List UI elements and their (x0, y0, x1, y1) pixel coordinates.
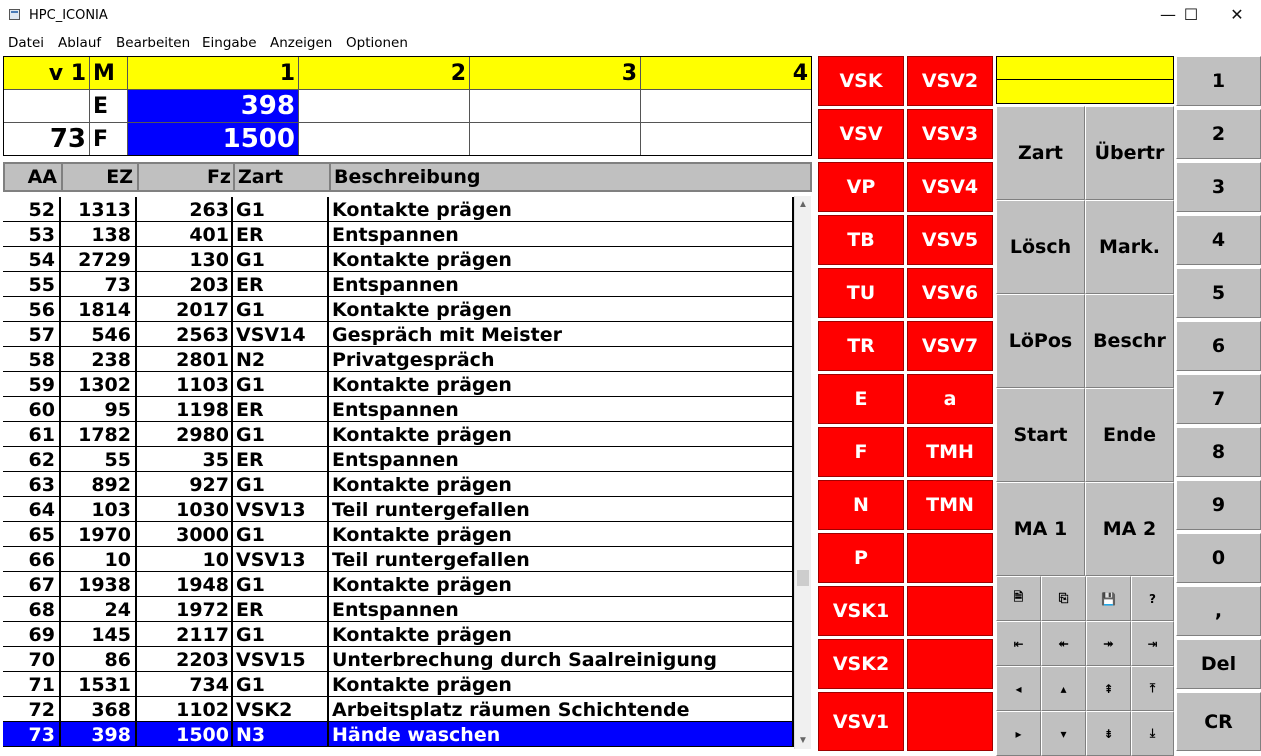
row-fz: 927 (137, 472, 233, 497)
table-row[interactable] (3, 647, 794, 672)
row-fz: 1198 (137, 397, 233, 422)
button-tb[interactable]: TB (818, 215, 904, 265)
row-zart: ER (233, 222, 329, 247)
keypad-9-button[interactable]: 9 (1176, 480, 1261, 530)
activity-list[interactable] (3, 196, 794, 749)
row-fz: 203 (137, 272, 233, 297)
right-icon: ▸ (1015, 726, 1022, 741)
table-row[interactable] (3, 272, 794, 297)
blank-red-button-10[interactable] (907, 586, 993, 636)
row-beschreibung: Kontakte prägen (329, 372, 794, 397)
button-vsv6[interactable]: VSV6 (907, 268, 993, 318)
row-aa: 62 (3, 447, 61, 472)
fast-back-icon: ⯬ (1058, 636, 1069, 650)
row-aa: 55 (3, 272, 61, 297)
e-cell-3[interactable] (470, 90, 641, 123)
menu-anzeigen[interactable]: Anzeigen (270, 35, 333, 51)
help-icon: ? (1149, 591, 1156, 606)
row-beschreibung: Gespräch mit Meister (329, 322, 794, 347)
row-ez: 10 (61, 547, 137, 572)
keypad-3-button[interactable]: 3 (1176, 162, 1261, 212)
button-zart[interactable]: Zart (996, 106, 1085, 200)
new-document-icon: 🗎 (1013, 590, 1024, 604)
list-scrollbar[interactable] (794, 196, 811, 749)
row-zart: VSV14 (233, 322, 329, 347)
scroll-up-icon[interactable]: ▲ (798, 199, 808, 210)
row-aa: 68 (3, 597, 61, 622)
row-aa: 60 (3, 397, 61, 422)
menu-bearbeiten[interactable]: Bearbeiten (116, 35, 191, 51)
keypad-cr-button[interactable]: CR (1176, 692, 1261, 751)
row-ez: 398 (61, 722, 137, 747)
row-fz: 130 (137, 247, 233, 272)
keypad-8-button[interactable]: 8 (1176, 427, 1261, 477)
down-icon: ▾ (1060, 726, 1067, 741)
row-fz: 10 (137, 547, 233, 572)
row-zart: G1 (233, 422, 329, 447)
first-button[interactable] (996, 621, 1041, 666)
button-p[interactable]: P (818, 533, 904, 583)
up-button[interactable] (1041, 666, 1086, 711)
top-icon: ⤒ (1149, 681, 1156, 695)
menu-optionen[interactable]: Optionen (346, 35, 408, 51)
keypad-4-button[interactable]: 4 (1176, 215, 1261, 265)
bottom-button[interactable] (1131, 711, 1174, 756)
row-label-m: M (90, 57, 128, 90)
button-vsk[interactable]: VSK (818, 56, 904, 106)
fast-forward-icon: ⯮ (1103, 636, 1114, 650)
row-zart: ER (233, 447, 329, 472)
row-ez: 95 (61, 397, 137, 422)
row-zart: G1 (233, 672, 329, 697)
row-fz: 1948 (137, 572, 233, 597)
row-ez: 892 (61, 472, 137, 497)
row-zart: G1 (233, 522, 329, 547)
row-beschreibung: Kontakte prägen (329, 472, 794, 497)
table-row[interactable] (3, 422, 794, 447)
keypad-del-button[interactable]: Del (1176, 639, 1261, 689)
left-button[interactable] (996, 666, 1041, 711)
blank-red-button-9[interactable] (907, 533, 993, 583)
button-e[interactable]: E (818, 374, 904, 424)
row-beschreibung: Privatgespräch (329, 347, 794, 372)
button-f[interactable]: F (818, 427, 904, 477)
button-vsv[interactable]: VSV (818, 109, 904, 159)
row-aa: 63 (3, 472, 61, 497)
button-vsv2[interactable]: VSV2 (907, 56, 993, 106)
row-beschreibung: Entspannen (329, 447, 794, 472)
help-button[interactable] (1131, 576, 1174, 621)
title-bar (0, 0, 1261, 32)
row-aa: 69 (3, 622, 61, 647)
row-ez: 145 (61, 622, 137, 647)
row-fz: 2563 (137, 322, 233, 347)
keypad-6-button[interactable]: 6 (1176, 321, 1261, 371)
header-zart[interactable]: Zart (235, 164, 331, 190)
f-cell-4[interactable] (641, 123, 811, 155)
row-beschreibung: Kontakte prägen (329, 197, 794, 222)
row-ez: 86 (61, 647, 137, 672)
table-row[interactable] (3, 472, 794, 497)
table-row[interactable] (3, 347, 794, 372)
row-fz: 1030 (137, 497, 233, 522)
row-zart: ER (233, 597, 329, 622)
menu-ablauf[interactable]: Ablauf (58, 35, 102, 51)
row-fz: 734 (137, 672, 233, 697)
row-zart: G1 (233, 572, 329, 597)
menu-datei[interactable]: Datei (8, 35, 45, 51)
button-vsk2[interactable]: VSK2 (818, 639, 904, 689)
row-beschreibung: Teil runtergefallen (329, 547, 794, 572)
row-fz: 401 (137, 222, 233, 247)
row-aa: 59 (3, 372, 61, 397)
row-beschreibung: Hände waschen (329, 722, 794, 747)
button-n[interactable]: N (818, 480, 904, 530)
e-cell-4[interactable] (641, 90, 811, 123)
row-fz: 1103 (137, 372, 233, 397)
row-zart: G1 (233, 622, 329, 647)
measurement-header-table (3, 56, 812, 156)
page-up-button[interactable] (1086, 666, 1131, 711)
page-up-icon: ⇞ (1103, 681, 1114, 696)
blank-red-button-11[interactable] (907, 639, 993, 689)
keypad-comma-button[interactable]: , (1176, 586, 1261, 636)
row-zart: G1 (233, 247, 329, 272)
button-tu[interactable]: TU (818, 268, 904, 318)
column-header-4[interactable]: 4 (641, 57, 811, 90)
row-beschreibung: Kontakte prägen (329, 572, 794, 597)
row-zart: G1 (233, 197, 329, 222)
table-row[interactable] (3, 722, 794, 747)
row-fz: 35 (137, 447, 233, 472)
row-ez: 138 (61, 222, 137, 247)
header-ez[interactable]: EZ (63, 164, 139, 190)
row-beschreibung: Unterbrechung durch Saalreinigung (329, 647, 794, 672)
button-bertr[interactable]: Übertr (1085, 106, 1174, 200)
last-icon: ⇥ (1147, 636, 1158, 651)
menu-bar (0, 32, 1261, 54)
row-beschreibung: Kontakte prägen (329, 672, 794, 697)
row-ez: 1970 (61, 522, 137, 547)
table-row[interactable] (3, 322, 794, 347)
row-label-e: E (90, 90, 128, 123)
row-zart: G1 (233, 472, 329, 497)
button-vsv4[interactable]: VSV4 (907, 162, 993, 212)
row-beschreibung: Kontakte prägen (329, 247, 794, 272)
page-down-icon: ⇟ (1103, 726, 1114, 741)
table-row[interactable] (3, 572, 794, 597)
e-value-cell[interactable]: 398 (128, 90, 299, 123)
row-zart: G1 (233, 372, 329, 397)
button-tmn[interactable]: TMN (907, 480, 993, 530)
row-zart: N2 (233, 347, 329, 372)
row-fz: 263 (137, 197, 233, 222)
yellow-input-bottom[interactable] (996, 79, 1174, 104)
row-ez: 24 (61, 597, 137, 622)
button-tmh[interactable]: TMH (907, 427, 993, 477)
e-cell-2[interactable] (299, 90, 470, 123)
row-aa: 65 (3, 522, 61, 547)
fast-back-button[interactable] (1041, 621, 1086, 666)
row-zart: N3 (233, 722, 329, 747)
row-ez: 1531 (61, 672, 137, 697)
top-button[interactable] (1131, 666, 1174, 711)
row-zart: VSV13 (233, 547, 329, 572)
copy-icon: ⎘ (1058, 591, 1069, 605)
button-ma-2[interactable]: MA 2 (1085, 482, 1174, 576)
row-beschreibung: Entspannen (329, 222, 794, 247)
list-header (3, 162, 812, 192)
row-zart: G1 (233, 297, 329, 322)
row-fz: 2203 (137, 647, 233, 672)
row-fz: 3000 (137, 522, 233, 547)
row-ez: 546 (61, 322, 137, 347)
row-ez: 73 (61, 272, 137, 297)
f-cell-2[interactable] (299, 123, 470, 155)
fast-forward-button[interactable] (1086, 621, 1131, 666)
table-row[interactable] (3, 522, 794, 547)
scroll-down-icon[interactable]: ▼ (798, 735, 808, 746)
f-value-cell[interactable]: 1500 (128, 123, 299, 155)
keypad-1-button[interactable]: 1 (1176, 56, 1261, 106)
row-beschreibung: Kontakte prägen (329, 622, 794, 647)
up-icon: ▴ (1060, 681, 1067, 696)
row-ez: 2729 (61, 247, 137, 272)
row-ez: 55 (61, 447, 137, 472)
minimize-button[interactable]: — (1160, 5, 1176, 24)
row-aa: 66 (3, 547, 61, 572)
row-fz: 2117 (137, 622, 233, 647)
button-mark[interactable]: Mark. (1085, 200, 1174, 294)
table-row[interactable] (3, 447, 794, 472)
button-tr[interactable]: TR (818, 321, 904, 371)
f-cell-3[interactable] (470, 123, 641, 155)
row-beschreibung: Entspannen (329, 272, 794, 297)
column-header-2[interactable]: 2 (299, 57, 470, 90)
row-fz: 2017 (137, 297, 233, 322)
row-aa: 54 (3, 247, 61, 272)
table-row[interactable] (3, 597, 794, 622)
copy-button[interactable] (1041, 576, 1086, 621)
row-beschreibung: Kontakte prägen (329, 522, 794, 547)
app-icon (9, 9, 20, 20)
table-row[interactable] (3, 397, 794, 422)
row-beschreibung: Entspannen (329, 597, 794, 622)
row-beschreibung: Entspannen (329, 397, 794, 422)
button-a[interactable]: a (907, 374, 993, 424)
row-aa: 72 (3, 697, 61, 722)
row-ez: 1782 (61, 422, 137, 447)
table-row[interactable] (3, 197, 794, 222)
row-aa: 61 (3, 422, 61, 447)
row-fz: 1500 (137, 722, 233, 747)
close-button[interactable]: ✕ (1230, 5, 1244, 24)
header-beschreibung[interactable]: Beschreibung (334, 166, 481, 188)
button-ende[interactable]: Ende (1085, 388, 1174, 482)
row-ez: 1814 (61, 297, 137, 322)
row-ez: 1302 (61, 372, 137, 397)
row-ez: 238 (61, 347, 137, 372)
button-vsv3[interactable]: VSV3 (907, 109, 993, 159)
row-zart: VSK2 (233, 697, 329, 722)
row-beschreibung: Kontakte prägen (329, 422, 794, 447)
new-document-button[interactable] (996, 576, 1041, 621)
table-row[interactable] (3, 697, 794, 722)
empty-cell (4, 90, 90, 123)
button-l-pos[interactable]: LöPos (996, 294, 1085, 388)
button-vsv7[interactable]: VSV7 (907, 321, 993, 371)
row-zart: ER (233, 397, 329, 422)
save-icon: 💾 (1101, 591, 1116, 606)
yellow-input-top[interactable] (996, 56, 1174, 80)
keypad-0-button[interactable]: 0 (1176, 533, 1261, 583)
left-icon: ◂ (1015, 681, 1022, 696)
button-vp[interactable]: VP (818, 162, 904, 212)
keypad-2-button[interactable]: 2 (1176, 109, 1261, 159)
table-row[interactable] (3, 547, 794, 572)
version-cell: v 1 (4, 57, 90, 90)
row-fz: 1102 (137, 697, 233, 722)
header-fz[interactable]: Fz (139, 164, 235, 190)
row-aa: 53 (3, 222, 61, 247)
row-fz: 1972 (137, 597, 233, 622)
table-row[interactable] (3, 622, 794, 647)
first-icon: ⇤ (1013, 636, 1024, 651)
right-button[interactable] (996, 711, 1041, 756)
table-row[interactable] (3, 297, 794, 322)
row-beschreibung: Kontakte prägen (329, 297, 794, 322)
down-button[interactable] (1041, 711, 1086, 756)
row-aa: 56 (3, 297, 61, 322)
blank-red-button-12[interactable] (907, 692, 993, 751)
row-aa: 73 (3, 722, 61, 747)
last-button[interactable] (1131, 621, 1174, 666)
scrollbar-thumb[interactable] (797, 570, 809, 586)
row-zart: VSV13 (233, 497, 329, 522)
table-row[interactable] (3, 247, 794, 272)
row-aa: 71 (3, 672, 61, 697)
row-aa: 52 (3, 197, 61, 222)
row-aa: 58 (3, 347, 61, 372)
row-zart: VSV15 (233, 647, 329, 672)
keypad-7-button[interactable]: 7 (1176, 374, 1261, 424)
row-zart: ER (233, 272, 329, 297)
table-row[interactable] (3, 372, 794, 397)
button-vsv5[interactable]: VSV5 (907, 215, 993, 265)
bottom-icon: ⤓ (1149, 726, 1156, 740)
row-fz: 2980 (137, 422, 233, 447)
button-beschr[interactable]: Beschr (1085, 294, 1174, 388)
row-ez: 368 (61, 697, 137, 722)
row-aa: 67 (3, 572, 61, 597)
button-vsk1[interactable]: VSK1 (818, 586, 904, 636)
page-down-button[interactable] (1086, 711, 1131, 756)
button-vsv1[interactable]: VSV1 (818, 692, 904, 751)
keypad-5-button[interactable]: 5 (1176, 268, 1261, 318)
row-fz: 2801 (137, 347, 233, 372)
table-row[interactable] (3, 222, 794, 247)
current-row-number: 73 (4, 123, 90, 155)
row-aa: 64 (3, 497, 61, 522)
row-ez: 103 (61, 497, 137, 522)
row-ez: 1313 (61, 197, 137, 222)
button-l-sch[interactable]: Lösch (996, 200, 1085, 294)
row-aa: 57 (3, 322, 61, 347)
row-beschreibung: Arbeitsplatz räumen Schichtende (329, 697, 794, 722)
table-row[interactable] (3, 672, 794, 697)
column-header-1[interactable]: 1 (128, 57, 299, 90)
header-aa[interactable]: AA (5, 164, 63, 190)
window-title: HPC_ICONIA (29, 8, 108, 23)
column-header-3[interactable]: 3 (470, 57, 641, 90)
table-row[interactable] (3, 497, 794, 522)
row-aa: 70 (3, 647, 61, 672)
row-beschreibung: Teil runtergefallen (329, 497, 794, 522)
menu-eingabe[interactable]: Eingabe (202, 35, 257, 51)
button-ma-1[interactable]: MA 1 (996, 482, 1085, 576)
row-label-f: F (90, 123, 128, 155)
row-ez: 1938 (61, 572, 137, 597)
button-start[interactable]: Start (996, 388, 1085, 482)
maximize-button[interactable]: ☐ (1183, 5, 1199, 24)
save-button[interactable] (1086, 576, 1131, 621)
